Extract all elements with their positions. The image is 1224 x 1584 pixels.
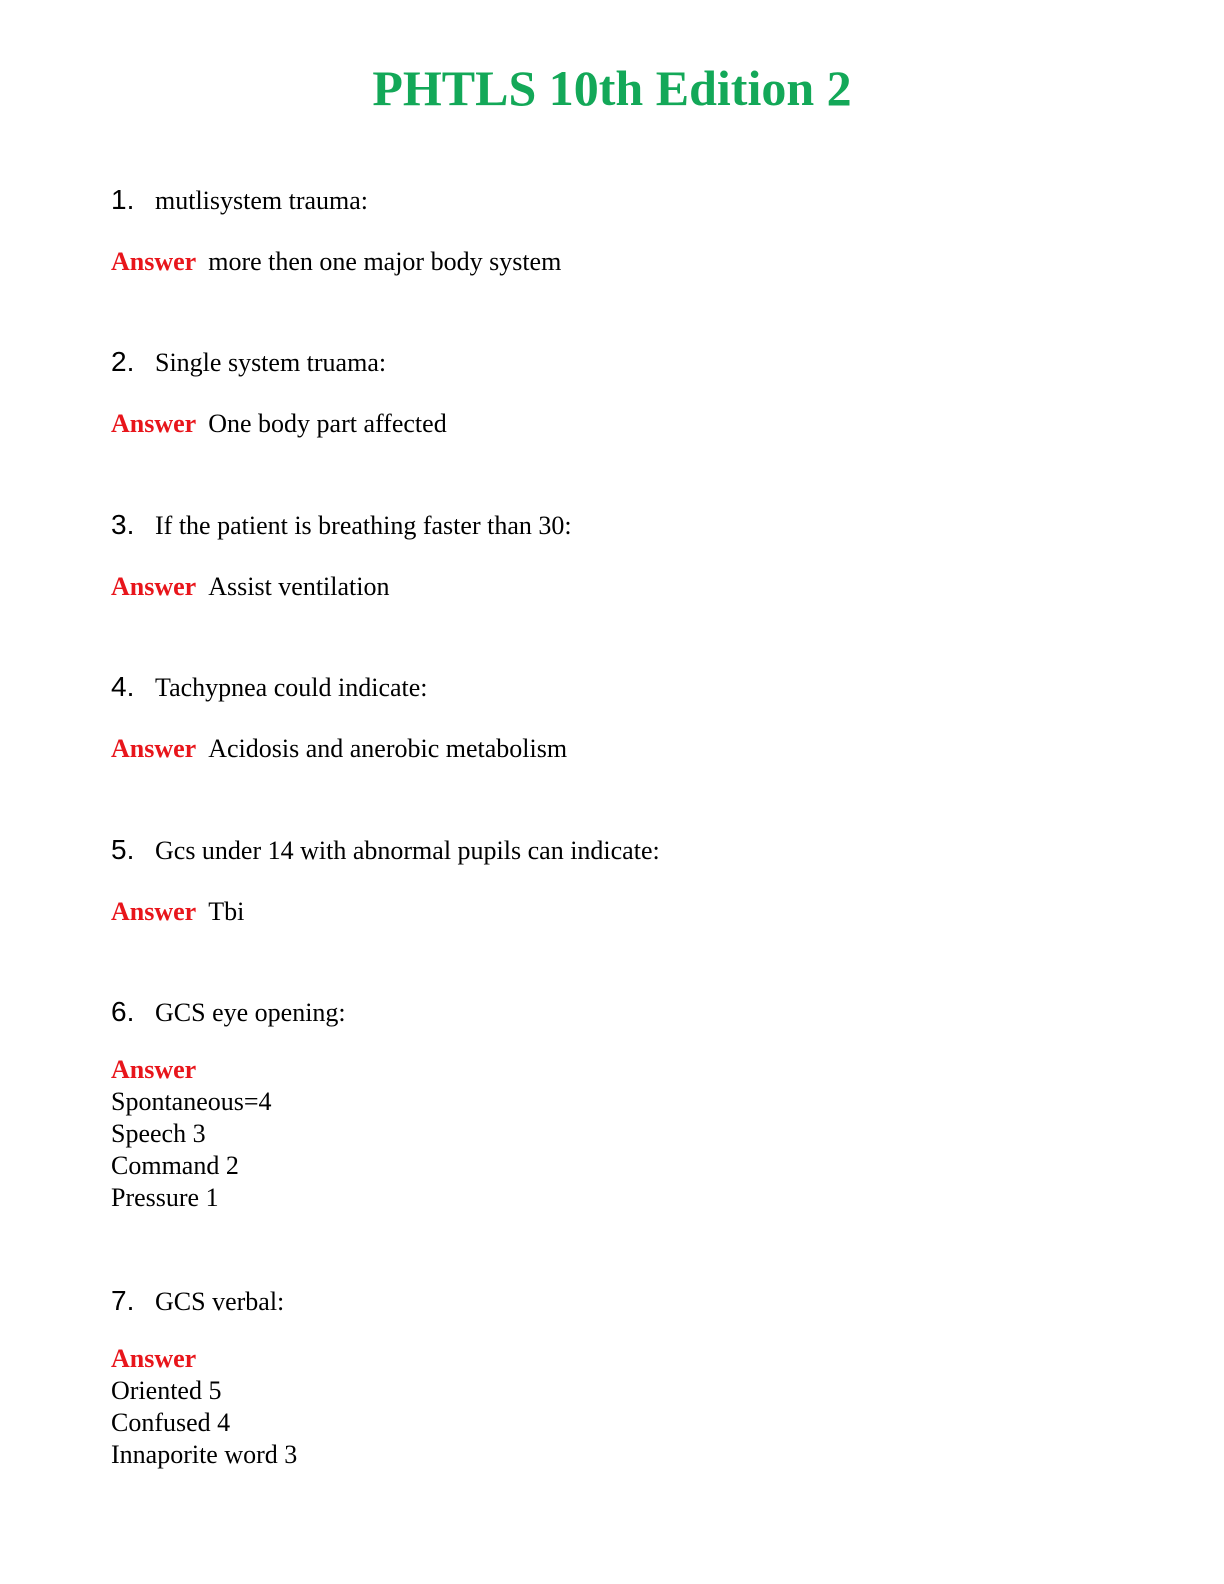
question-item	[111, 830, 1111, 932]
answer-text: Tbi	[208, 897, 245, 926]
question-item	[111, 667, 1111, 769]
question	[111, 342, 1111, 382]
answer-line: Speech 3	[111, 1119, 206, 1148]
answer-label: Answer	[111, 409, 197, 438]
question-text: Single system truama:	[155, 348, 387, 377]
question	[111, 830, 1111, 870]
answer-line: Command 2	[111, 1151, 239, 1180]
question	[111, 667, 1111, 707]
question	[111, 1281, 1111, 1321]
answer	[111, 729, 1111, 769]
answer-text: Assist ventilation	[208, 572, 390, 601]
answer-label: Answer	[111, 1344, 197, 1373]
question	[111, 180, 1111, 220]
answer-label: Answer	[111, 897, 197, 926]
answer-line: Spontaneous=4	[111, 1087, 272, 1116]
answer-text: more then one major body system	[208, 247, 562, 276]
question	[111, 505, 1111, 545]
answer-text: One body part affected	[208, 409, 447, 438]
answer-line: Pressure 1	[111, 1183, 219, 1212]
question-item	[111, 180, 1111, 282]
question-text: GCS eye opening:	[155, 998, 346, 1027]
question-text: If the patient is breathing faster than 30:	[155, 511, 572, 540]
answer-label: Answer	[111, 1055, 197, 1084]
answer-text: Acidosis and anerobic metabolism	[208, 734, 568, 763]
question-text: Tachypnea could indicate:	[155, 673, 428, 702]
question-item	[111, 342, 1111, 444]
question-number: 3.	[111, 509, 135, 540]
answer-label: Answer	[111, 734, 197, 763]
question-text: Gcs under 14 with abnormal pupils can indicate:	[155, 836, 660, 865]
question-number: 1.	[111, 184, 135, 215]
question-number: 4.	[111, 671, 135, 702]
question-number: 2.	[111, 346, 135, 377]
question-text: mutlisystem trauma:	[155, 186, 369, 215]
question-item	[111, 505, 1111, 607]
answer	[111, 242, 1111, 282]
answer-label: Answer	[111, 247, 197, 276]
question-item	[111, 992, 1111, 1214]
answer-label: Answer	[111, 572, 197, 601]
answer-line: Innaporite word 3	[111, 1440, 298, 1469]
question-number: 7.	[111, 1285, 135, 1316]
question-item	[111, 1281, 1111, 1471]
answer	[111, 892, 1111, 932]
question	[111, 992, 1111, 1032]
page-title: PHTLS 10th Edition 2	[372, 60, 852, 116]
answer-line: Oriented 5	[111, 1376, 222, 1405]
question-text: GCS verbal:	[155, 1287, 285, 1316]
question-number: 5.	[111, 834, 135, 865]
answer	[111, 1054, 1111, 1214]
answer-line: Confused 4	[111, 1408, 231, 1437]
answer	[111, 404, 1111, 444]
answer	[111, 1343, 1111, 1471]
answer	[111, 567, 1111, 607]
question-number: 6.	[111, 996, 135, 1027]
